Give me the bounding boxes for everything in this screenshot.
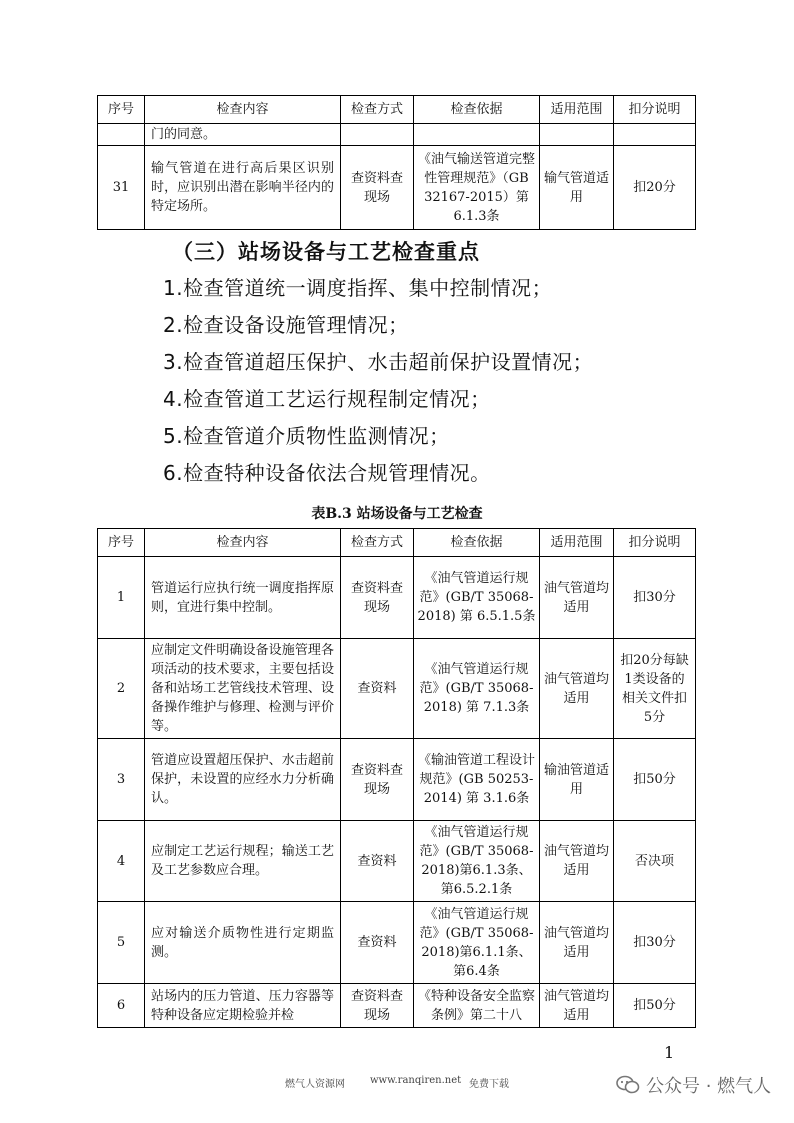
watermark-text: 公众号 · 燃气人	[646, 1076, 772, 1097]
header-content: 检查内容	[145, 529, 341, 557]
table-row	[98, 639, 696, 739]
list-item: 1.检查管道统一调度指挥、集中控制情况；	[163, 276, 553, 300]
cell-no	[98, 124, 145, 146]
header-method: 检查方式	[341, 96, 414, 124]
station-inspection-table	[97, 528, 696, 1028]
cell-no: 5	[98, 902, 145, 984]
cell-method: 查资料	[341, 902, 414, 984]
table-row	[98, 902, 696, 984]
header-deduction: 扣分说明	[614, 96, 696, 124]
cell-content: 输气管道在进行高后果区识别时，应识别出潜在影响半径内的特定场所。	[145, 146, 341, 230]
cell-method: 查资料查现场	[341, 739, 414, 821]
cell-content: 应制定文件明确设备设施管理各项活动的技术要求，主要包括设备和站场工艺管线技术管理、设备操作维护与修理、检测与评价等。	[145, 639, 341, 739]
cell-deduction: 扣20分	[614, 146, 696, 230]
cell-deduction: 否决项	[614, 821, 696, 902]
cell-basis: 《油气管道运行规范》(GB/T 35068-2018)第6.1.1条、第6.4条	[414, 902, 540, 984]
wechat-official-account-icon	[616, 1075, 640, 1095]
cell-deduction: 扣20分每缺1类设备的相关文件扣5分	[614, 639, 696, 739]
cell-no: 2	[98, 639, 145, 739]
list-item: 6.检查特种设备依法合规管理情况。	[163, 461, 491, 485]
cell-content: 应对输送介质物性进行定期监测。	[145, 902, 341, 984]
cell-basis: 《油气管道运行规范》(GB/T 35068-2018)第6.1.3条、第6.5.2.1条	[414, 821, 540, 902]
cell-method: 查资料查现场	[341, 984, 414, 1028]
table-row	[98, 739, 696, 821]
watermark	[616, 1072, 771, 1098]
cell-scope: 油气管道均适用	[540, 984, 614, 1028]
header-scope: 适用范围	[540, 96, 614, 124]
cell-basis: 《特种设备安全监察条例》第二十八	[414, 984, 540, 1028]
cell-content: 管道运行应执行统一调度指挥原则，宜进行集中控制。	[145, 557, 341, 639]
cell-method: 查资料查现场	[341, 557, 414, 639]
cell-no: 6	[98, 984, 145, 1028]
footer-url[interactable]: www.ranqiren.net	[370, 1075, 462, 1086]
header-deduction: 扣分说明	[614, 529, 696, 557]
table-header-row	[98, 529, 696, 557]
cell-content: 管道应设置超压保护、水击超前保护，未设置的应经水力分析确认。	[145, 739, 341, 821]
section-title: （三）站场设备与工艺检查重点	[172, 240, 480, 264]
cell-basis: 《油气输送管道完整性管理规范》（GB 32167-2015）第6.1.3条	[414, 146, 540, 230]
table-row	[98, 557, 696, 639]
cell-basis: 《油气管道运行规范》(GB/T 35068-2018) 第 6.5.1.5条	[414, 557, 540, 639]
cell-scope: 输气管道适用	[540, 146, 614, 230]
table-row	[98, 124, 696, 146]
table-header-row	[98, 96, 696, 124]
list-item: 5.检查管道介质物性监测情况；	[163, 424, 450, 448]
top-inspection-table	[97, 95, 696, 230]
cell-deduction: 扣30分	[614, 557, 696, 639]
list-item: 2.检查设备设施管理情况；	[163, 313, 409, 337]
table-row	[98, 146, 696, 230]
header-no: 序号	[98, 529, 145, 557]
cell-content: 站场内的压力管道、压力容器等特种设备应定期检验并检	[145, 984, 341, 1028]
cell-basis: 《输油管道工程设计规范》(GB 50253-2014) 第 3.1.6条	[414, 739, 540, 821]
footer-site-name: 燃气人资源网	[285, 1079, 345, 1090]
cell-scope: 油气管道均适用	[540, 639, 614, 739]
cell-scope: 输油管道适用	[540, 739, 614, 821]
cell-deduction: 扣50分	[614, 984, 696, 1028]
footer-download: 免费下载	[469, 1079, 509, 1090]
cell-scope: 油气管道均适用	[540, 821, 614, 902]
cell-method: 查资料	[341, 639, 414, 739]
cell-basis: 《油气管道运行规范》(GB/T 35068-2018) 第 7.1.3条	[414, 639, 540, 739]
cell-deduction: 扣50分	[614, 739, 696, 821]
cell-no: 1	[98, 557, 145, 639]
cell-no: 31	[98, 146, 145, 230]
header-no: 序号	[98, 96, 145, 124]
table-row	[98, 821, 696, 902]
cell-method: 查资料	[341, 821, 414, 902]
cell-scope: 油气管道均适用	[540, 557, 614, 639]
list-item: 4.检查管道工艺运行规程制定情况；	[163, 387, 491, 411]
header-scope: 适用范围	[540, 529, 614, 557]
header-method: 检查方式	[341, 529, 414, 557]
table-row	[98, 984, 696, 1028]
header-basis: 检查依据	[414, 96, 540, 124]
list-item: 3.检查管道超压保护、水击超前保护设置情况；	[163, 350, 594, 374]
header-basis: 检查依据	[414, 529, 540, 557]
cell-no: 3	[98, 739, 145, 821]
cell-method: 查资料查现场	[341, 146, 414, 230]
cell-deduction: 扣30分	[614, 902, 696, 984]
cell-content: 应制定工艺运行规程；输送工艺及工艺参数应合理。	[145, 821, 341, 902]
table-caption: 表B.3 站场设备与工艺检查	[311, 506, 483, 522]
check-points-list	[163, 272, 593, 494]
cell-scope: 油气管道均适用	[540, 902, 614, 984]
cell-no: 4	[98, 821, 145, 902]
page-number: 1	[664, 1043, 675, 1062]
header-content: 检查内容	[145, 96, 341, 124]
cell-content: 门的同意。	[145, 124, 341, 146]
